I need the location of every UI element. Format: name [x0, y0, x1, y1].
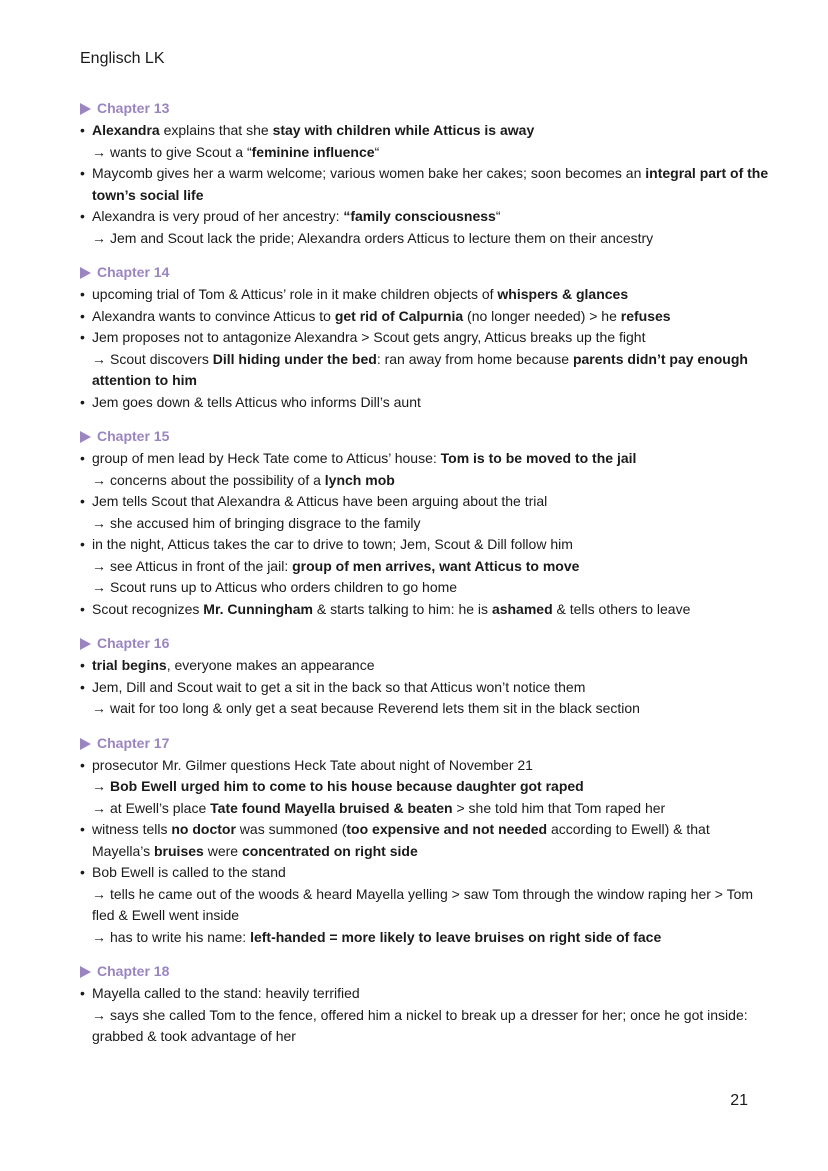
arrow-right-icon: → — [92, 799, 106, 816]
arrow-right-icon: → — [92, 350, 106, 367]
note-text: has to write his name: — [110, 928, 251, 945]
note-text: Alexandra wants to convince Atticus to — [92, 307, 335, 324]
arrow-right-icon: → — [92, 700, 106, 716]
note-text: upcoming trial of Tom & Atticus’ role in it make children objects of — [92, 286, 498, 302]
bullet-point — [80, 655, 770, 677]
note-text: Jem tells Scout that Alexandra & Atticus have been arguing about the trial — [92, 493, 548, 509]
bullet-point — [80, 448, 770, 470]
note-text: were — [203, 842, 242, 859]
notes-content — [80, 98, 770, 1061]
note-text: Jem proposes not to antagonize Alexandra > Scout gets angry, Atticus breaks up the fight — [92, 329, 646, 345]
note-text: : ran away from home because — [376, 350, 573, 367]
note-text: Jem and Scout lack the pride; Alexandra orders Atticus to lecture them on their ancestry — [110, 229, 654, 246]
bold-text: feminine influence — [251, 143, 375, 160]
bold-text: trial begins — [92, 657, 167, 673]
page-header: Englisch LK — [80, 50, 165, 67]
note-text: group of men lead by Heck Tate come to Atticus’ house: — [92, 450, 441, 466]
chapter-section — [80, 262, 770, 413]
chapter-title — [80, 733, 770, 755]
bold-text: Bob Ewell urged him to come to his house because daughter got raped — [110, 778, 584, 794]
play-triangle-icon — [80, 267, 91, 279]
arrow-note — [80, 349, 770, 392]
bullet-point — [80, 755, 770, 777]
chapter-title — [80, 98, 770, 120]
play-triangle-icon — [80, 966, 91, 978]
bullet-point — [80, 206, 770, 228]
note-text: & tells others to leave — [552, 600, 691, 617]
arrow-note — [80, 513, 770, 535]
note-text: see Atticus in front of the jail: — [110, 557, 293, 574]
bullet-point — [80, 392, 770, 414]
bold-text: ashamed — [491, 600, 553, 617]
chapter-section — [80, 98, 770, 249]
bold-text: parents didn’t pay enough attention to him — [92, 350, 748, 388]
note-text: wait for too long & only get a seat because Reverend lets them sit in the black section — [110, 700, 640, 716]
note-text: concerns about the possibility of a — [110, 471, 325, 488]
arrow-right-icon: → — [92, 778, 106, 794]
bullet-point — [80, 284, 770, 306]
note-text: Jem, Dill and Scout wait to get a sit in the back so that Atticus won’t notice them — [92, 678, 586, 695]
play-triangle-icon — [80, 431, 91, 443]
chapter-title — [80, 262, 770, 284]
chapter-notes-list — [80, 120, 770, 249]
note-text: “ — [374, 143, 380, 160]
chapter-notes-list — [80, 983, 770, 1048]
arrow-note — [80, 142, 770, 164]
play-triangle-icon — [80, 738, 91, 750]
bold-text: whispers & glances — [497, 286, 629, 302]
arrow-right-icon: → — [92, 1006, 106, 1023]
arrow-right-icon: → — [92, 557, 106, 574]
chapter-section — [80, 633, 770, 720]
note-text: she accused him of bringing disgrace to the family — [110, 514, 421, 531]
bold-text: “family consciousness — [343, 208, 496, 224]
bullet-point — [80, 599, 770, 621]
arrow-note — [80, 1005, 770, 1048]
chapter-title — [80, 961, 770, 983]
note-text: Alexandra is very proud of her ancestry: — [92, 208, 344, 224]
note-text: & starts talking to him: he is — [312, 600, 492, 617]
chapter-title — [80, 426, 770, 448]
bold-text: no doctor — [171, 821, 236, 837]
bold-text: Tom is to be moved to the jail — [440, 450, 637, 466]
arrow-note — [80, 927, 770, 949]
bold-text: Dill hiding under the bed — [212, 350, 377, 367]
note-text: Jem goes down & tells Atticus who informs Dill’s aunt — [92, 393, 421, 410]
bullet-point — [80, 120, 770, 142]
arrow-note — [80, 556, 770, 578]
bullet-point — [80, 677, 770, 699]
note-text: , everyone makes an appearance — [166, 657, 375, 673]
note-text: Scout runs up to Atticus who orders children to go home — [110, 579, 458, 595]
note-text: explains that she — [159, 122, 273, 138]
arrow-right-icon: → — [92, 928, 106, 945]
chapter-notes-list — [80, 655, 770, 720]
note-text: “ — [495, 208, 501, 224]
chapter-notes-list — [80, 448, 770, 620]
bold-text: get rid of Calpurnia — [334, 307, 464, 324]
arrow-note — [80, 776, 770, 798]
arrow-right-icon: → — [92, 885, 106, 902]
bold-text: Tate found Mayella bruised & beaten — [210, 799, 453, 816]
arrow-note — [80, 798, 770, 820]
bold-text: group of men arrives, want Atticus to move — [292, 557, 580, 574]
note-text: witness tells — [92, 821, 172, 837]
arrow-note — [80, 577, 770, 599]
chapter-notes-list — [80, 755, 770, 949]
arrow-right-icon: → — [92, 143, 106, 160]
bold-text: left-handed = more likely to leave bruises on right side of face — [250, 928, 662, 945]
chapter-title-text: Chapter 18 — [97, 963, 170, 980]
note-text: Scout recognizes — [92, 600, 204, 617]
note-text: Mayella called to the stand: heavily terrified — [92, 985, 360, 1001]
note-text: at Ewell’s place — [110, 799, 211, 816]
note-text: (no longer needed) > he — [463, 307, 621, 324]
note-text: Bob Ewell is called to the stand — [92, 864, 286, 880]
bold-text: Mr. Cunningham — [203, 600, 313, 617]
chapter-title-text: Chapter 16 — [97, 635, 170, 652]
bullet-point — [80, 819, 770, 862]
note-text: prosecutor Mr. Gilmer questions Heck Tate about night of November 21 — [92, 756, 533, 773]
play-triangle-icon — [80, 638, 91, 650]
chapter-section — [80, 733, 770, 949]
chapter-notes-list — [80, 284, 770, 413]
note-text: > she told him that Tom raped her — [452, 799, 666, 816]
arrow-note — [80, 698, 770, 720]
chapter-section — [80, 961, 770, 1048]
bullet-point — [80, 862, 770, 884]
note-text: was summoned ( — [235, 821, 347, 837]
note-text: Scout discovers — [110, 350, 213, 367]
bullet-point — [80, 534, 770, 556]
bold-text: Alexandra — [92, 122, 160, 138]
bullet-point — [80, 491, 770, 513]
bold-text: concentrated on right side — [241, 842, 418, 859]
chapter-title — [80, 633, 770, 655]
bold-text: refuses — [620, 307, 671, 324]
arrow-note — [80, 228, 770, 250]
note-text: tells he came out of the woods & heard Mayella yelling > saw Tom through the window raping her > Tom fled & Ewell went inside — [92, 885, 754, 923]
note-text: wants to give Scout a “ — [110, 143, 252, 160]
arrow-right-icon: → — [92, 579, 106, 595]
bold-text: lynch mob — [324, 471, 395, 488]
note-text: Maycomb gives her a warm welcome; various women bake her cakes; soon becomes an — [92, 165, 646, 181]
arrow-note — [80, 884, 770, 927]
arrow-right-icon: → — [92, 514, 106, 531]
arrow-note — [80, 470, 770, 492]
bold-text: integral part of the town’s social life — [92, 165, 769, 203]
chapter-title-text: Chapter 13 — [97, 100, 170, 117]
bullet-point — [80, 306, 770, 328]
bold-text: too expensive and not needed — [346, 821, 548, 837]
note-text: says she called Tom to the fence, offered him a nickel to break up a dresser for her; once he got inside: grabbed & took advantage of her — [92, 1006, 748, 1044]
play-triangle-icon — [80, 103, 91, 115]
note-text: in the night, Atticus takes the car to drive to town; Jem, Scout & Dill follow him — [92, 536, 573, 552]
bold-text: stay with children while Atticus is away — [272, 122, 535, 138]
chapter-title-text: Chapter 17 — [97, 734, 170, 751]
page-number: 21 — [730, 1092, 748, 1109]
arrow-right-icon: → — [92, 471, 106, 488]
arrow-right-icon: → — [92, 229, 106, 246]
bold-text: bruises — [154, 842, 204, 859]
chapter-title-text: Chapter 14 — [97, 264, 170, 281]
bullet-point — [80, 163, 770, 206]
chapter-section — [80, 426, 770, 620]
note-text: according to Ewell) & that Mayella’s — [92, 821, 710, 859]
bullet-point — [80, 983, 770, 1005]
bullet-point — [80, 327, 770, 349]
chapter-title-text: Chapter 15 — [97, 428, 170, 445]
